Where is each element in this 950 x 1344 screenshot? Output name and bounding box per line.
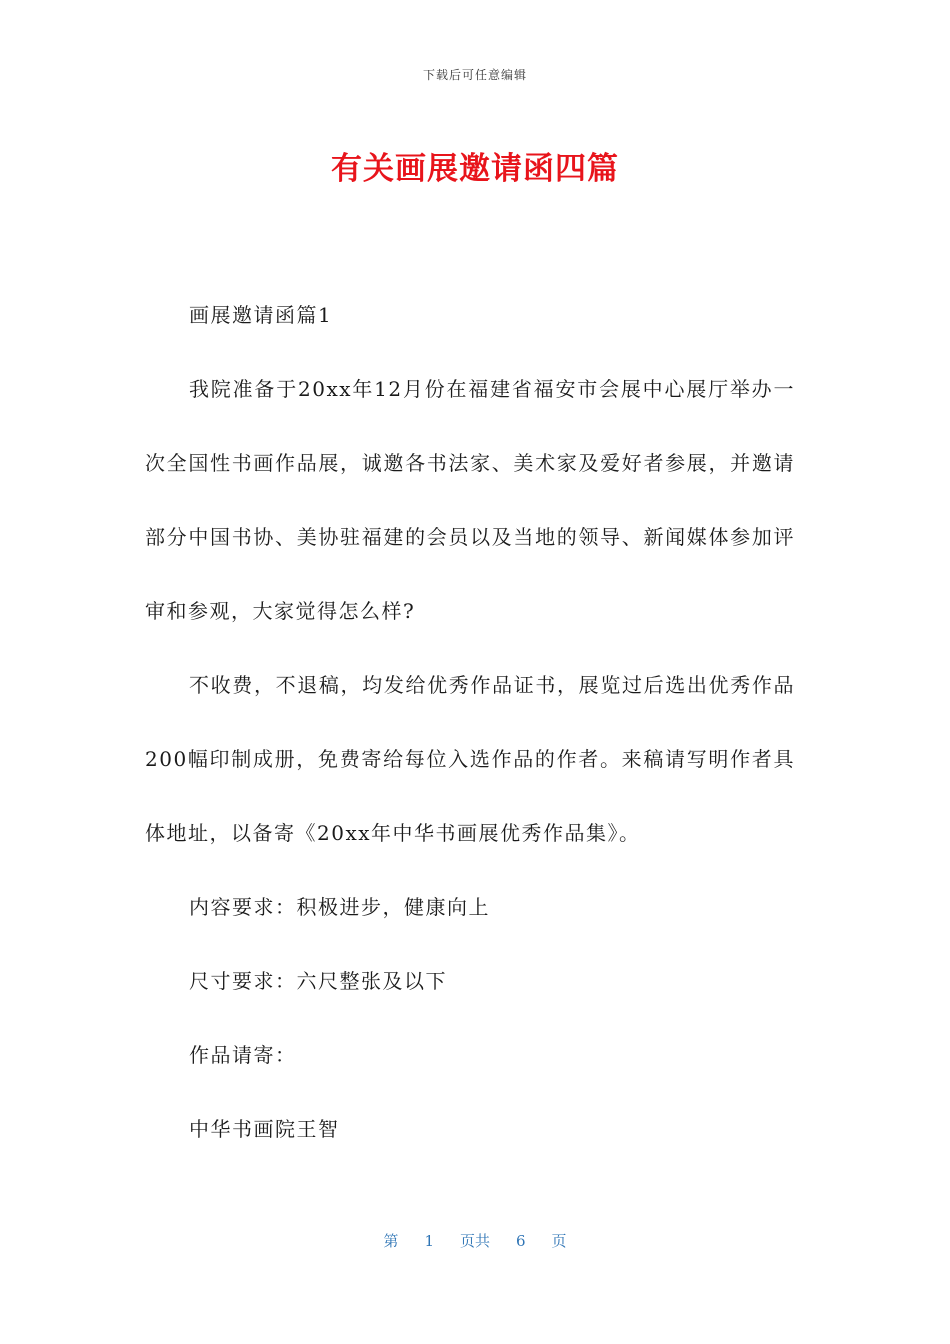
header-note: 下载后可任意编辑 — [422, 68, 527, 82]
page-footer — [0, 1230, 950, 1251]
footer-prefix: 第 — [383, 1232, 399, 1250]
paragraph-exhibition-plan: 我院准备于20xx年12月份在福建省福安市会展中心展厅举办一次全国性书画作品展，诚邀各书法家、美术家及爱好者参展，并邀请部分中国书协、美协驻福建的会员以及当地的领导、新闻媒体参加评审和参观，大家觉得怎么样? — [145, 377, 795, 623]
section-heading: 画展邀请函篇1 — [189, 303, 333, 327]
document-body — [145, 278, 795, 1166]
paragraph-recipient: 中华书画院王智 — [189, 1117, 340, 1141]
document-title: 有关画展邀请函四篇 — [331, 151, 619, 187]
footer-current-page: 1 — [424, 1232, 434, 1250]
paragraph-submission-terms: 不收费，不退稿，均发给优秀作品证书，展览过后选出优秀作品200幅印制成册，免费寄给每位入选作品的作者。来稿请写明作者具体地址，以备寄《20xx年中华书画展优秀作品集》。 — [145, 673, 795, 845]
footer-total-pages: 6 — [516, 1232, 526, 1250]
footer-middle: 页共 — [459, 1232, 490, 1250]
paragraph-size-requirement: 尺寸要求：六尺整张及以下 — [189, 969, 447, 993]
paragraph-mailing-label: 作品请寄： — [189, 1043, 297, 1067]
paragraph-content-requirement: 内容要求：积极进步，健康向上 — [189, 895, 490, 919]
footer-suffix: 页 — [551, 1232, 567, 1250]
